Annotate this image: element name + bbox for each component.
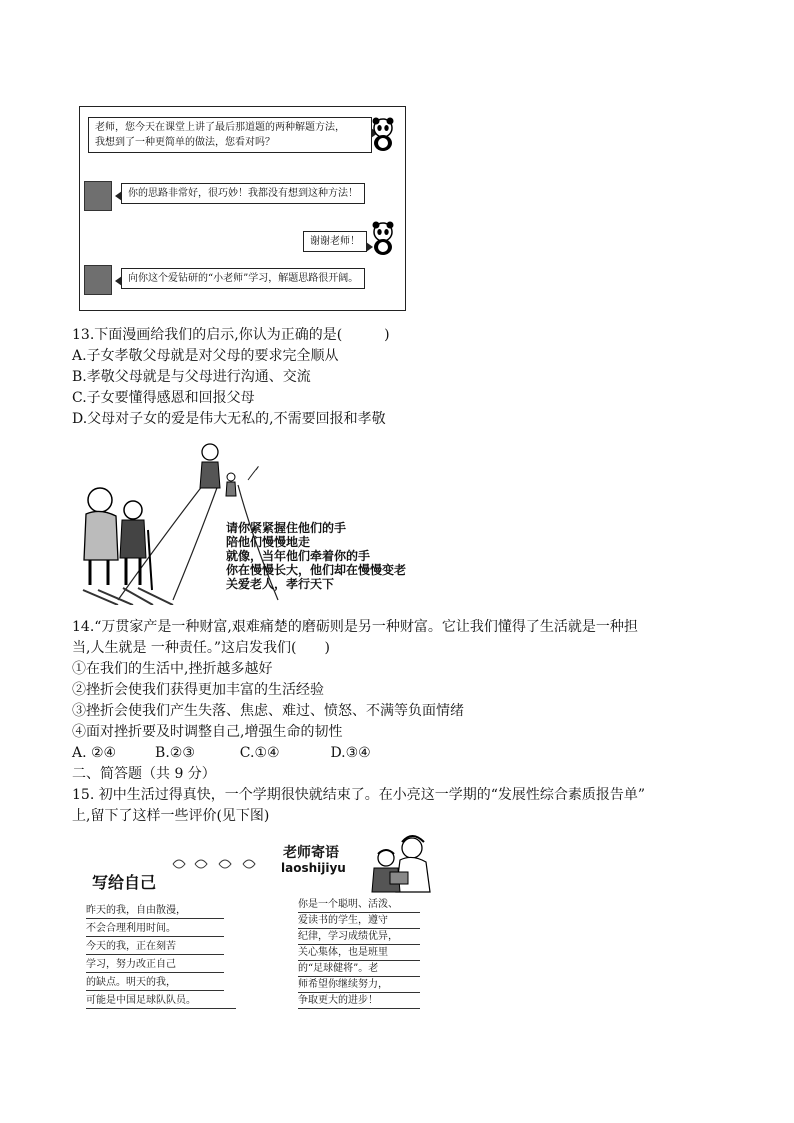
q13-option-d: D.父母对子女的爱是伟大无私的,不需要回报和孝敬 [72,411,386,427]
teacher-title: 老师寄语 [283,845,339,861]
q13-option-a: A.子女孝敬父母就是对父母的要求完全顺从 [72,348,339,364]
q14-item-2: ②挫折会使我们获得更加丰富的生活经验 [72,682,324,698]
panda-icon [368,221,398,255]
bubble3-text: 谢谢老师！ [310,236,360,247]
poem-line-4: 你在慢慢长大，他们却在慢慢变老 [226,563,407,577]
q14-choice-b: B.②③ [155,745,195,761]
self-line-5: 的缺点。明天的我， [86,976,224,991]
self-title: 写给自己 [92,873,157,892]
comic-panel [79,106,406,311]
teacher-line-6: 师希望你继续努力， [298,978,420,993]
poem-line-3: 就像，当年他们牵着你的手 [226,549,371,563]
teacher-avatar-icon [84,265,112,295]
teacher-line-4: 关心集体，也是班里 [298,946,420,961]
q14-item-4: ④面对挫折要及时调整自己,增强生命的韧性 [72,724,343,740]
flower-decoration-icon [171,856,266,872]
teacher-line-5: 的“足球健将”。老 [298,962,420,977]
q14-choices [72,743,371,763]
teacher-bubble-1 [121,183,365,204]
q13-stem: 13.下面漫画给我们的启示,你认为正确的是( ) [72,327,390,343]
q13-option-b: B.孝敬父母就是与父母进行沟通、交流 [72,369,311,385]
report-card-illustration [86,830,436,1006]
q14-item-1: ①在我们的生活中,挫折越多越好 [72,661,273,677]
teacher-student-drawing [366,832,434,894]
student-bubble-2 [303,231,367,252]
self-line-3: 今天的我，正在刻苦 [86,940,224,955]
teacher-bubble-2 [121,268,365,289]
bubble4-text: 向你这个爱钻研的“小老师”学习，解题思路很开阔。 [128,273,359,284]
q15-line2: 上,留下了这样一些评价(见下图) [72,808,270,824]
bubble1-line1: 老师，您今天在课堂上讲了最后那道题的两种解题方法， [95,122,345,133]
poem-line-1: 请你紧紧握住他们的手 [226,521,347,535]
q13-option-c: C.子女要懂得感恩和回报父母 [72,390,255,406]
teacher-line-3: 纪律，学习成绩优异， [298,930,420,945]
q14-choice-d: D.③④ [330,745,371,761]
panda-icon [368,117,398,151]
teacher-line-1: 你是一个聪明、活泼、 [298,898,420,913]
q14-choice-c: C.①④ [239,745,280,761]
teacher-pinyin: laoshijiyu [281,861,346,875]
q15-line1: 15. 初中生活过得真快，一个学期很快就结束了。在小亮这一学期的“发展性综合素质报告单” [72,787,646,803]
q14-stem-line2: 当,人生就是 一种责任。”这启发我们( ) [72,640,330,656]
self-line-1: 昨天的我，自由散漫， [86,904,224,919]
teacher-line-2: 爱读书的学生，遵守 [298,914,420,929]
poem-line-5: 关爱老人，孝行天下 [226,577,335,591]
self-line-4: 学习，努力改正自己 [86,958,224,973]
self-line-2: 不会合理利用时间。 [86,922,224,937]
q14-item-3: ③挫折会使我们产生失落、焦虑、难过、愤怒、不满等负面情绪 [72,703,464,719]
bubble1-line2: 我想到了一种更简单的做法，您看对吗？ [95,137,275,148]
student-bubble-1 [88,117,372,153]
section-heading: 二、简答题（共 9 分） [72,766,216,782]
elderly-care-illustration [78,440,407,605]
bubble2-text: 你的思路非常好，很巧妙！我都没有想到这种方法！ [128,188,358,199]
teacher-line-7: 争取更大的进步！ [298,994,420,1009]
self-line-6: 可能是中国足球队队员。 [86,994,236,1009]
q14-choice-a: A. ②④ [72,745,117,761]
q14-stem-line1: 14.“万贯家产是一种财富,艰难痛楚的磨砺则是另一种财富。它让我们懂得了生活就是一种担 [72,619,638,635]
poem-line-2: 陪他们慢慢地走 [226,535,311,549]
teacher-avatar-icon [84,181,112,211]
